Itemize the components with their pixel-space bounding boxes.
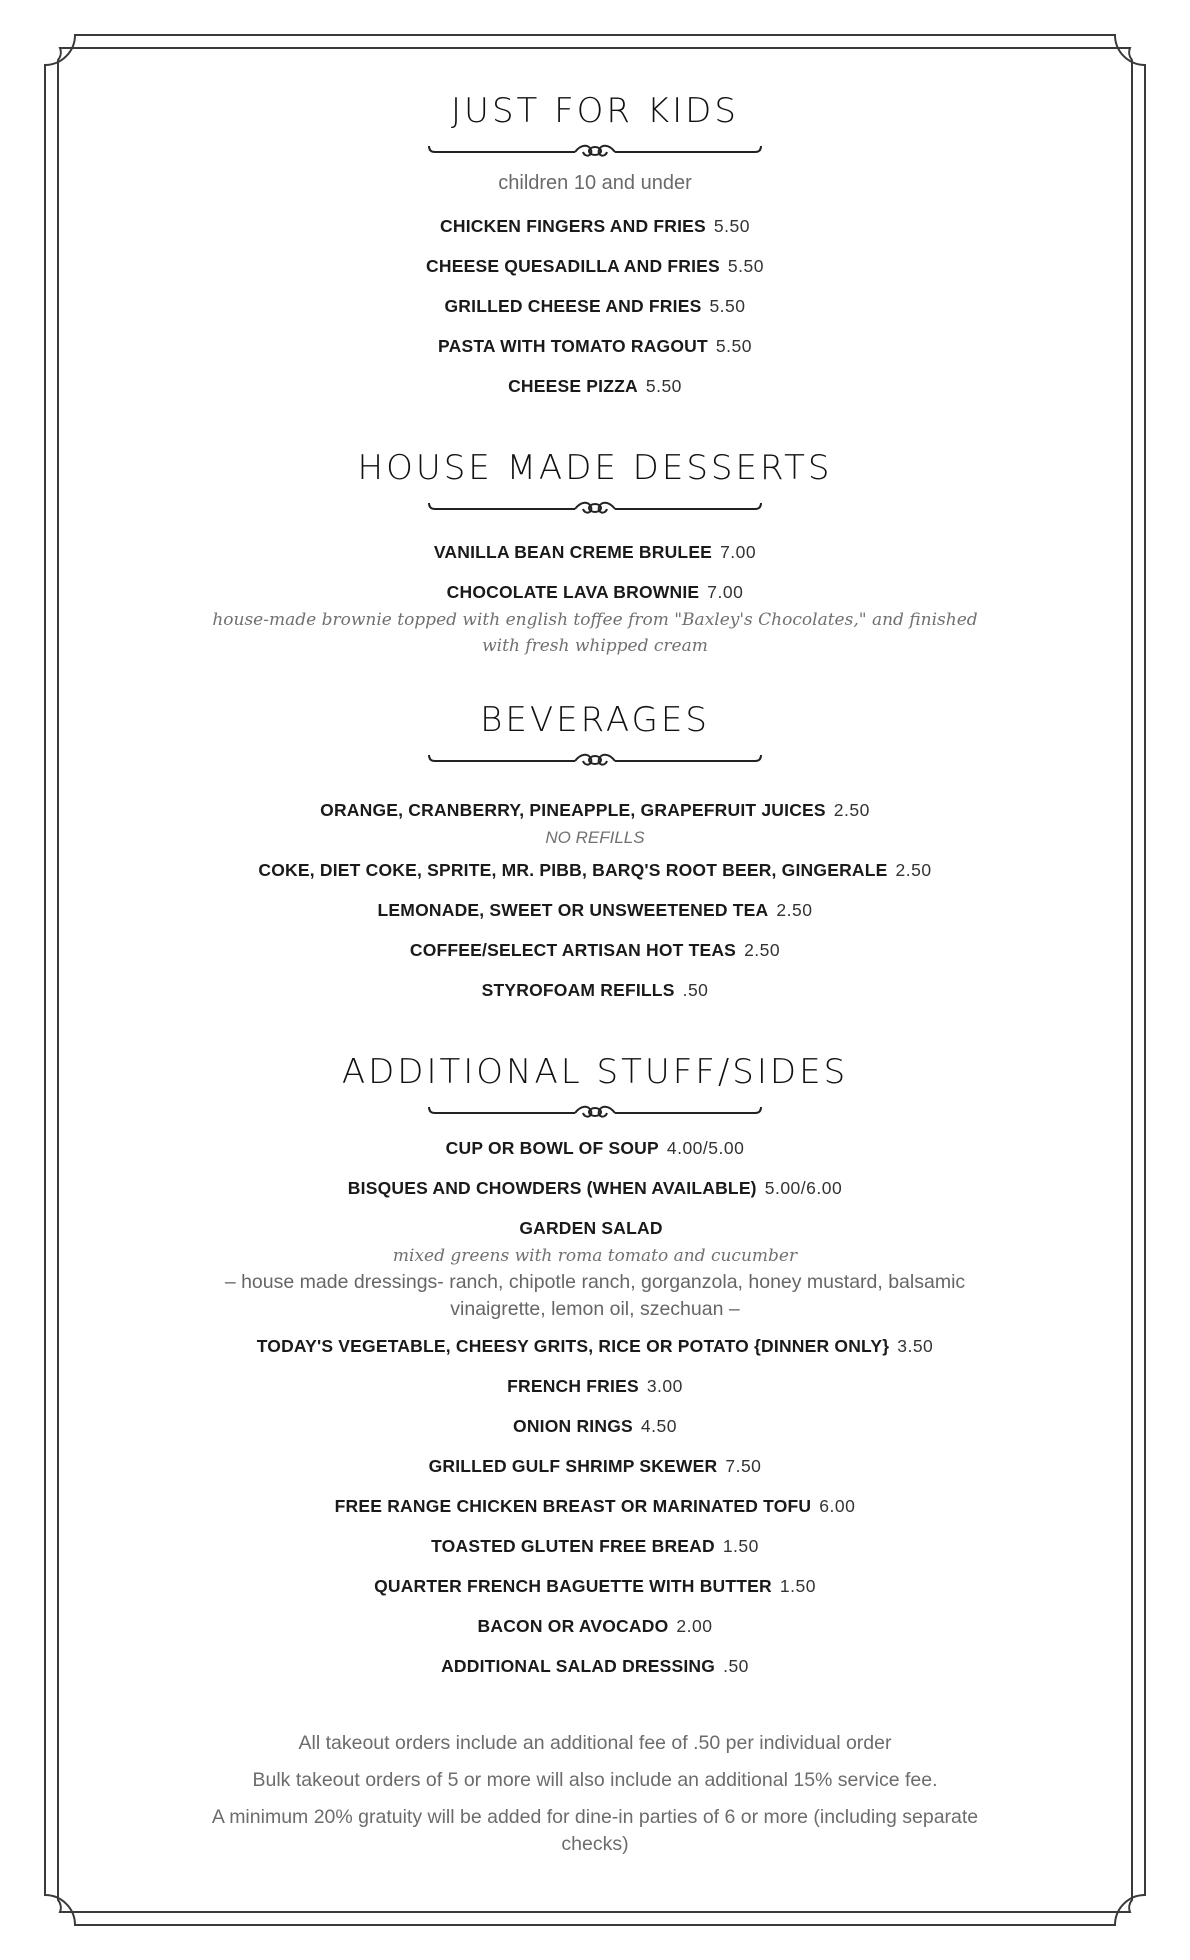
item-price: .50	[682, 980, 709, 1000]
item-name: GRILLED GULF SHRIMP SKEWER	[428, 1456, 718, 1476]
item-name: CHICKEN FINGERS AND FRIES	[440, 216, 706, 236]
menu-item	[180, 1607, 1010, 1647]
item-name: GARDEN SALAD	[519, 1218, 663, 1238]
item-name: PASTA WITH TOMATO RAGOUT	[438, 336, 708, 356]
item-price: 5.50	[715, 336, 752, 356]
item-name: ADDITIONAL SALAD DRESSING	[441, 1656, 716, 1676]
item-price: 5.00/6.00	[764, 1178, 843, 1198]
item-price: 3.50	[897, 1336, 934, 1356]
menu-item	[180, 1527, 1010, 1567]
menu-item	[180, 327, 1010, 367]
item-name: CHOCOLATE LAVA BROWNIE	[446, 582, 700, 602]
item-price: .50	[723, 1656, 749, 1676]
item-price: 7.00	[707, 582, 744, 602]
item-name: COKE, DIET COKE, SPRITE, MR. PIBB, BARQ'S ROOT BEER, GINGERALE	[258, 860, 888, 880]
menu-item	[180, 1169, 1010, 1209]
item-price: 3.00	[646, 1376, 683, 1396]
menu-item	[180, 1487, 1010, 1527]
item-name: LEMONADE, SWEET OR UNSWEETENED TEA	[377, 900, 769, 920]
menu-item	[180, 247, 1010, 287]
footer-note: A minimum 20% gratuity will be added for dine-in parties of 6 or more (including separate checks)	[211, 1806, 979, 1855]
section-title: BEVERAGES	[480, 700, 710, 740]
menu-item	[180, 1327, 1010, 1367]
item-name: TODAY'S VEGETABLE, CHEESY GRITS, RICE OR POTATO {DINNER ONLY}	[256, 1336, 890, 1356]
section-title: HOUSE MADE DESSERTS	[357, 448, 833, 488]
item-price: 1.50	[779, 1576, 816, 1596]
menu-item	[180, 1447, 1010, 1487]
item-price: 2.50	[776, 900, 813, 920]
item-price: 5.50	[645, 376, 682, 396]
menu-item	[180, 533, 1010, 573]
ornament-divider-icon	[425, 136, 765, 160]
menu-item	[180, 891, 1010, 931]
item-name: FRENCH FRIES	[507, 1376, 639, 1396]
ornament-divider-icon	[425, 745, 765, 769]
menu-content	[180, 88, 1010, 1863]
item-name: COFFEE/SELECT ARTISAN HOT TEAS	[409, 940, 737, 960]
menu-item	[180, 1647, 1010, 1687]
item-name: TOASTED GLUTEN FREE BREAD	[431, 1536, 715, 1556]
section-additional-sides	[180, 1049, 1010, 1687]
item-price: 4.00/5.00	[666, 1138, 745, 1158]
section-just-for-kids	[180, 88, 1010, 407]
menu-item	[180, 791, 1010, 825]
menu-item	[180, 1209, 1010, 1243]
menu-item	[180, 971, 1010, 1011]
menu-item	[180, 287, 1010, 327]
item-price: 7.00	[720, 542, 757, 562]
item-name: CHEESE PIZZA	[508, 376, 638, 396]
item-price: 2.50	[744, 940, 781, 960]
item-name: CUP OR BOWL OF SOUP	[445, 1138, 659, 1158]
menu-item	[180, 367, 1010, 407]
menu-item	[180, 931, 1010, 971]
section-beverages	[180, 697, 1010, 1011]
item-price: 2.50	[895, 860, 932, 880]
item-name: STYROFOAM REFILLS	[481, 980, 675, 1000]
menu-item	[180, 851, 1010, 891]
item-price: 5.50	[727, 256, 764, 276]
item-name: BISQUES AND CHOWDERS (WHEN AVAILABLE)	[347, 1178, 757, 1198]
item-description: house-made brownie topped with english toffee from "Baxley's Chocolates," and finished with fresh whipped cream	[212, 610, 978, 656]
ornament-divider-icon	[425, 493, 765, 517]
item-description: mixed greens with roma tomato and cucumber	[392, 1246, 798, 1266]
item-name: BACON OR AVOCADO	[477, 1616, 669, 1636]
item-price: 5.50	[709, 296, 746, 316]
item-name: ONION RINGS	[513, 1416, 633, 1436]
item-price: 2.00	[676, 1616, 713, 1636]
section-house-made-desserts	[180, 445, 1010, 659]
item-name: VANILLA BEAN CREME BRULEE	[433, 542, 713, 562]
item-description: NO REFILLS	[545, 828, 645, 847]
menu-item	[180, 573, 1010, 607]
item-price: 7.50	[725, 1456, 762, 1476]
item-price: 2.50	[833, 800, 870, 820]
item-price: 5.50	[713, 216, 750, 236]
menu-item	[180, 1407, 1010, 1447]
item-name: CHEESE QUESADILLA AND FRIES	[426, 256, 720, 276]
section-title: ADDITIONAL STUFF/SIDES	[341, 1052, 849, 1092]
menu-item	[180, 1129, 1010, 1169]
ornament-divider-icon	[425, 1097, 765, 1121]
item-note: – house made dressings- ranch, chipotle ranch, gorganzola, honey mustard, balsamic vinaigrette, lemon oil, szechuan –	[224, 1271, 966, 1320]
menu-item	[180, 207, 1010, 247]
menu-item	[180, 1367, 1010, 1407]
footer-note: All takeout orders include an additional fee of .50 per individual order	[298, 1732, 892, 1754]
item-name: GRILLED CHEESE AND FRIES	[444, 296, 702, 316]
item-name: ORANGE, CRANBERRY, PINEAPPLE, GRAPEFRUIT JUICES	[320, 800, 826, 820]
footer-note: Bulk takeout orders of 5 or more will also include an additional 15% service fee.	[252, 1769, 938, 1791]
menu-item	[180, 1567, 1010, 1607]
section-title: JUST FOR KIDS	[451, 91, 739, 131]
section-subtitle: children 10 and under	[498, 172, 692, 194]
item-price: 1.50	[722, 1536, 759, 1556]
item-price: 6.00	[819, 1496, 856, 1516]
footer-notes	[180, 1725, 1010, 1863]
item-name: FREE RANGE CHICKEN BREAST OR MARINATED TOFU	[334, 1496, 812, 1516]
item-name: QUARTER FRENCH BAGUETTE WITH BUTTER	[374, 1576, 772, 1596]
item-price: 4.50	[640, 1416, 677, 1436]
